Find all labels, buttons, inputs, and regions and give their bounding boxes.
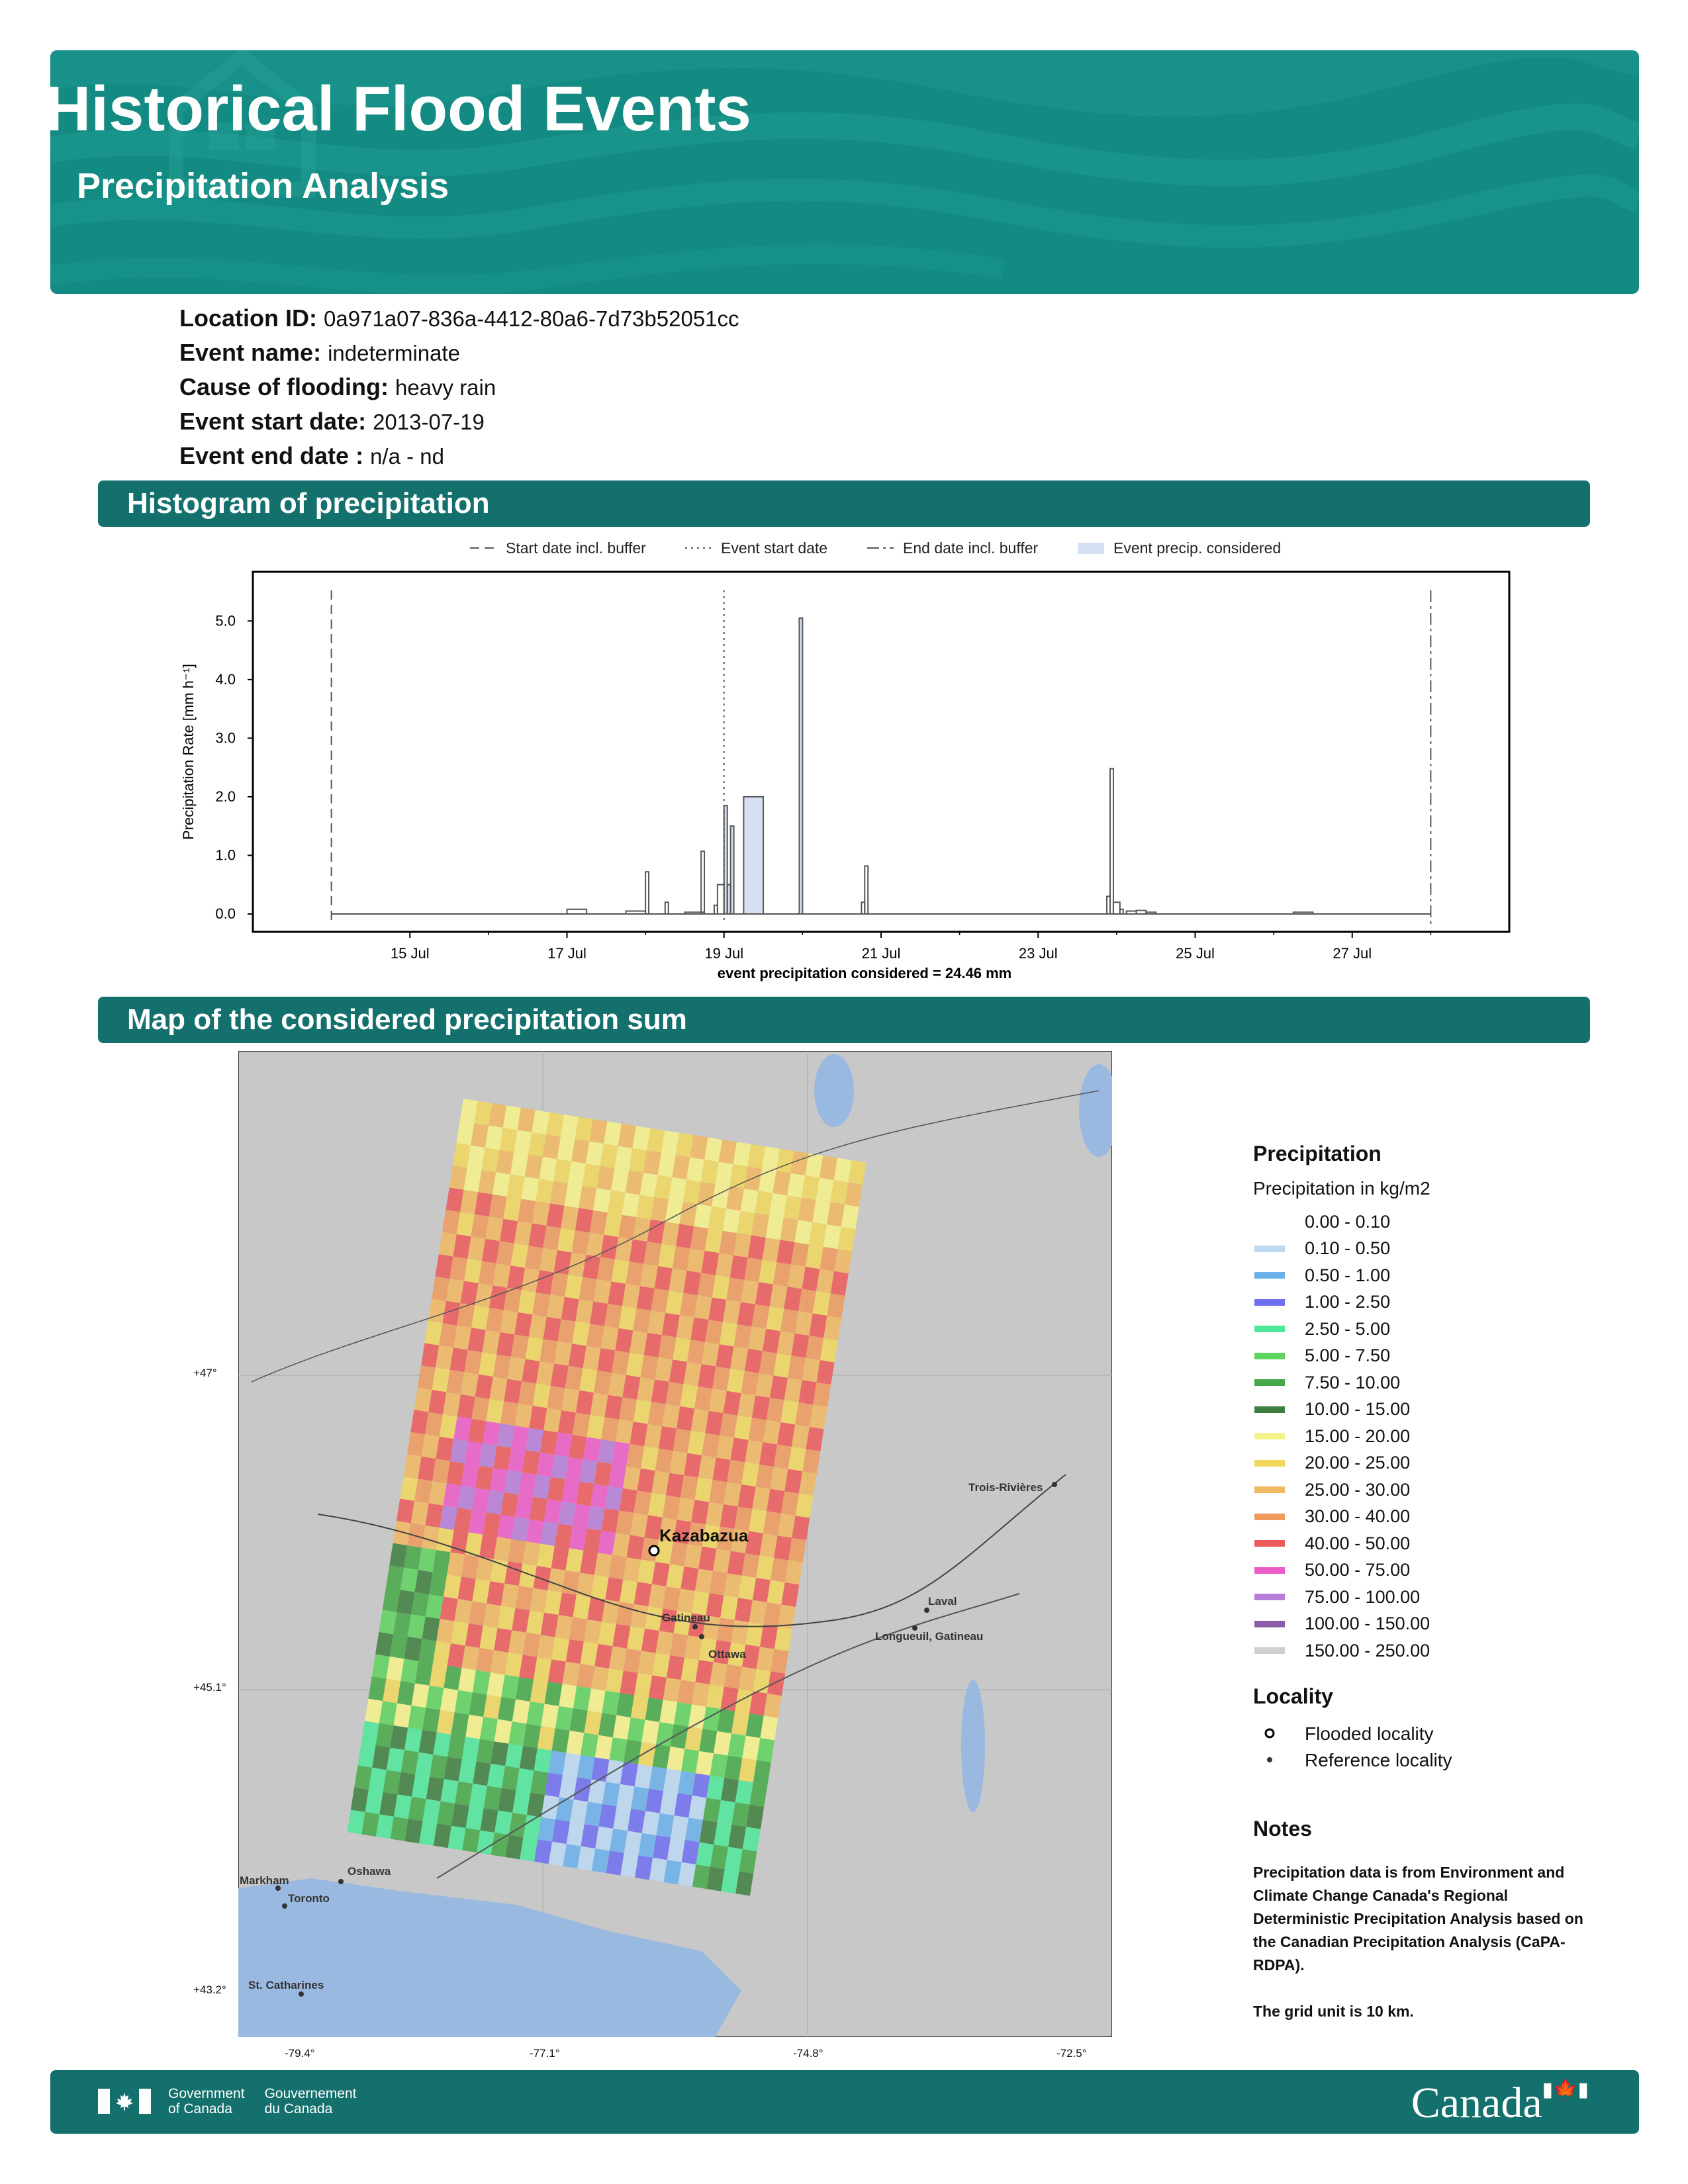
legend-class-3 (1253, 1289, 1452, 1316)
ytick-label: 2.0 (215, 788, 236, 805)
gov-fr-line2: du Canada (264, 2101, 333, 2116)
xtick-label: 15 Jul (390, 945, 430, 962)
reference-locality-marker (692, 1624, 698, 1629)
xtick-label: 21 Jul (861, 945, 901, 962)
start-date-value: 2013-07-19 (373, 410, 485, 434)
flooded-locality-marker (649, 1546, 659, 1555)
precip-bar-7 (718, 885, 724, 914)
locality-label-3: Longueuil, Gatineau (875, 1630, 984, 1643)
end-date-value: n/a - nd (370, 444, 444, 469)
legend-class-9 (1253, 1450, 1452, 1477)
gov-en (168, 2086, 245, 2116)
legend-swatch (1254, 1218, 1285, 1225)
reference-locality-marker (1052, 1482, 1057, 1487)
x-axis-label: event precipitation considered = 24.46 mm (717, 965, 1012, 981)
legend-class-16 (1253, 1637, 1452, 1664)
legend-class-15 (1253, 1611, 1452, 1638)
legend-class-label: 50.00 - 75.00 (1305, 1560, 1411, 1580)
xtick-label: 19 Jul (704, 945, 744, 962)
legend-label-1: Event start date (721, 539, 828, 557)
legend-swatch (1254, 1433, 1285, 1439)
legend-class-label: 0.10 - 0.50 (1305, 1238, 1391, 1259)
locality-label-6: Markham (240, 1874, 289, 1887)
ytick-label: 3.0 (215, 729, 236, 747)
legend-swatch (1254, 1246, 1285, 1252)
legend-class-label: 75.00 - 100.00 (1305, 1586, 1421, 1607)
flooded-marker-icon (1260, 1723, 1280, 1745)
map-legend (1253, 1142, 1452, 1774)
legend-class-label: 25.00 - 30.00 (1305, 1479, 1411, 1500)
ytick-label: 5.0 (215, 612, 236, 629)
locality-label-1: Trois-Rivières (968, 1481, 1043, 1494)
legend-class-label: 1.00 - 2.50 (1305, 1292, 1391, 1312)
legend-swatch (1254, 1567, 1285, 1574)
precip-bar-1 (626, 911, 645, 914)
legend-label-2: End date incl. buffer (903, 539, 1039, 557)
canada-flag-icon (98, 2089, 151, 2114)
locality-legend (1253, 1721, 1452, 1774)
xtick-label: 25 Jul (1176, 945, 1215, 962)
legend-swatch (1254, 1647, 1285, 1654)
legend-class-11 (1253, 1504, 1452, 1531)
legend-reference (1253, 1747, 1452, 1774)
precip-bar-14 (865, 866, 868, 914)
precip-bar-19 (1127, 911, 1137, 914)
legend-swatch (1254, 1514, 1285, 1520)
legend-swatch (1254, 1406, 1285, 1413)
legend-class-label: 7.50 - 10.00 (1305, 1372, 1401, 1392)
legend-swatch (1254, 1326, 1285, 1332)
lon-label-74: -74.8° (793, 2047, 823, 2060)
legend-class-13 (1253, 1557, 1452, 1584)
legend-class-7 (1253, 1396, 1452, 1424)
locality-label-5: Ottawa (708, 1648, 746, 1661)
locality-label-7: Oshawa (348, 1865, 391, 1878)
page-title: Historical Flood Events (45, 73, 751, 144)
gov-en-line1: Government (168, 2086, 245, 2101)
precipitation-histogram (99, 529, 1523, 996)
precip-bar-5 (701, 851, 704, 914)
precip-bar-21 (1146, 912, 1156, 914)
locality-label-4: Gatineau (662, 1612, 710, 1624)
legend-class-label: 40.00 - 50.00 (1305, 1533, 1411, 1553)
legend-class-14 (1253, 1584, 1452, 1611)
precip-bar-3 (665, 902, 669, 914)
reference-locality-marker (699, 1634, 704, 1639)
legend-flooded (1253, 1721, 1452, 1747)
event-name-value: indeterminate (328, 341, 461, 365)
precipitation-map (238, 1051, 1112, 2040)
notes-source: Precipitation data is from Environment and Climate Change Canada's Regional Deterministic Precipitation Analysis based on the Canadian Precipitation Analysis (CaPA-RDPA). (1253, 1864, 1583, 1974)
gov-en-line2: of Canada (168, 2101, 232, 2116)
location-id-label: Location ID: (179, 304, 317, 332)
gov-fr-line1: Gouvernement (264, 2086, 357, 2101)
flooded-label: Flooded locality (1305, 1723, 1434, 1744)
cause-label: Cause of flooding: (179, 373, 389, 400)
legend-swatch (1254, 1486, 1285, 1493)
ytick-label: 4.0 (215, 670, 236, 688)
gov-fr (265, 2086, 357, 2116)
map-section-title: Map of the considered precipitation sum (127, 1003, 687, 1036)
locality-label-2: Laval (928, 1595, 957, 1608)
locality-label-8: Toronto (288, 1892, 330, 1905)
reference-label: Reference locality (1305, 1749, 1452, 1770)
legend-class-label: 15.00 - 20.00 (1305, 1426, 1411, 1446)
precip-bar-16 (1110, 768, 1113, 914)
notes (1253, 1817, 1604, 2023)
legend-class-label: 10.00 - 15.00 (1305, 1399, 1411, 1420)
lon-label-79: -79.4° (285, 2047, 315, 2060)
event-metadata (179, 301, 739, 473)
end-date-label: Event end date : (179, 442, 364, 469)
histogram-svg (99, 529, 1523, 993)
government-signature (98, 2086, 356, 2116)
legend-class-6 (1253, 1369, 1452, 1396)
legend-class-5 (1253, 1343, 1452, 1370)
legend-swatch (1254, 1594, 1285, 1600)
precip-bar-17 (1113, 902, 1120, 914)
locality-label-0: Kazabazua (659, 1525, 749, 1545)
map-section-header (98, 997, 1590, 1043)
locality-title: Locality (1253, 1684, 1333, 1708)
legend-subtitle: Precipitation in kg/m2 (1253, 1178, 1430, 1199)
reference-locality-marker (924, 1608, 929, 1613)
legend-class-label: 0.50 - 1.00 (1305, 1265, 1391, 1285)
cause-value: heavy rain (395, 375, 496, 400)
page-subtitle: Precipitation Analysis (77, 166, 449, 206)
footer (50, 2070, 1639, 2134)
considered-fill-11 (743, 797, 763, 914)
lat-label-45: +45.1° (193, 1681, 226, 1694)
histogram-section-title: Histogram of precipitation (127, 487, 490, 520)
start-date-label: Event start date: (179, 408, 367, 435)
legend-class-4 (1253, 1316, 1452, 1343)
lat-label-47: +47° (193, 1367, 217, 1379)
legend-class-1 (1253, 1236, 1452, 1263)
legend-class-label: 2.50 - 5.00 (1305, 1318, 1391, 1339)
legend-class-label: 20.00 - 25.00 (1305, 1453, 1411, 1473)
legend-label-3: Event precip. considered (1113, 539, 1282, 557)
precip-bar-18 (1120, 909, 1123, 914)
ytick-label: 0.0 (215, 905, 236, 922)
legend-class-2 (1253, 1262, 1452, 1289)
reference-locality-marker (299, 1991, 304, 1997)
lake-champlain (961, 1680, 985, 1812)
legend-class-10 (1253, 1477, 1452, 1504)
legend-class-label: 5.00 - 7.50 (1305, 1345, 1391, 1366)
plot-frame (253, 572, 1509, 932)
reference-marker-icon (1260, 1750, 1280, 1771)
precip-bar-20 (1137, 911, 1147, 914)
legend-swatch (1254, 1353, 1285, 1359)
event-name-label: Event name: (179, 339, 322, 366)
legend-classes (1253, 1208, 1452, 1664)
notes-title: Notes (1253, 1817, 1312, 1841)
location-id-value: 0a971a07-836a-4412-80a6-7d73b52051cc (323, 306, 739, 331)
map-svg (238, 1051, 1112, 2037)
legend-class-label: 150.00 - 250.00 (1305, 1640, 1430, 1661)
lon-label-72: -72.5° (1056, 2047, 1087, 2060)
histogram-section-header (98, 480, 1590, 527)
ytick-label: 1.0 (215, 846, 236, 864)
locality-label-9: St. Catharines (248, 1979, 324, 1991)
precip-bar-0 (567, 909, 587, 914)
legend-swatch (1254, 1272, 1285, 1279)
chart-legend (470, 539, 1281, 557)
legend-label-0: Start date incl. buffer (506, 539, 646, 557)
notes-grid-unit: The grid unit is 10 km. (1253, 2003, 1414, 2020)
legend-class-label: 30.00 - 40.00 (1305, 1506, 1411, 1527)
precip-bar-2 (645, 872, 649, 914)
precip-bar-22 (1293, 912, 1313, 914)
xtick-label: 23 Jul (1018, 945, 1058, 962)
reference-locality-marker (282, 1903, 287, 1909)
lat-label-43: +43.2° (193, 1983, 226, 1996)
legend-class-8 (1253, 1423, 1452, 1450)
canada-wordmark (1411, 2078, 1589, 2128)
legend-swatch (1254, 1540, 1285, 1547)
xtick-label: 27 Jul (1333, 945, 1372, 962)
wordmark-flag-icon: ▮🍁▮ (1542, 2079, 1589, 2101)
legend-swatch (1254, 1299, 1285, 1306)
lake-north (814, 1054, 854, 1127)
legend-class-0 (1253, 1208, 1452, 1236)
reference-locality-marker (338, 1879, 344, 1884)
legend-title: Precipitation (1253, 1142, 1382, 1165)
legend-class-label: 0.00 - 0.10 (1305, 1211, 1391, 1232)
legend-swatch (1254, 1379, 1285, 1386)
lon-label-77: -77.1° (530, 2047, 560, 2060)
legend-swatch (1254, 1621, 1285, 1627)
legend-class-label: 100.00 - 150.00 (1305, 1614, 1430, 1634)
legend-class-12 (1253, 1530, 1452, 1557)
wordmark-text: Canada (1411, 2079, 1542, 2127)
y-axis-label: Precipitation Rate [mm h⁻¹] (180, 664, 197, 840)
legend-swatch (1254, 1460, 1285, 1467)
xtick-label: 17 Jul (547, 945, 586, 962)
legend-patch (1078, 543, 1104, 554)
